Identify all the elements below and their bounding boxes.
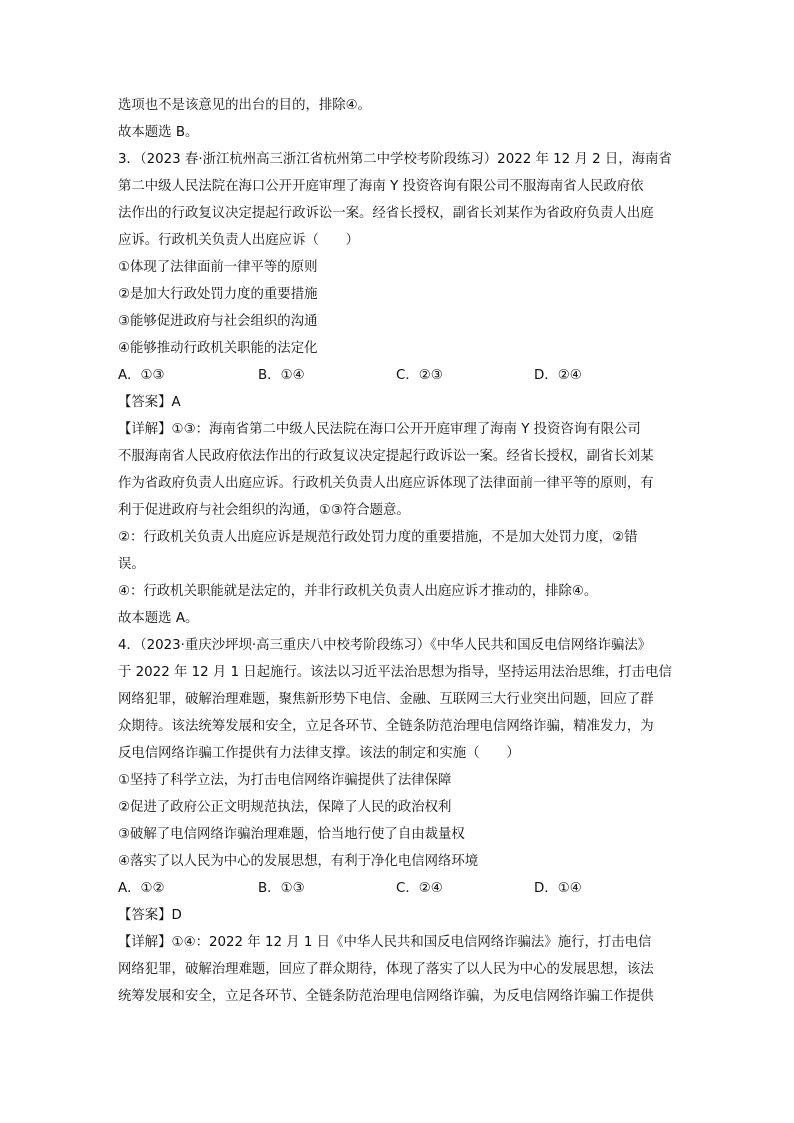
question-4-detail-line: 【详解】①④：2022 年 12 月 1 日《中华人民共和国反电信网络诈骗法》施行，打击电信 — [118, 935, 652, 950]
question-3-detail-line: 误。 — [118, 557, 145, 572]
question-3-detail-line: ④：行政机关职能就是法定的，并非行政机关负责人出庭应诉才推动的，排除④。 — [118, 584, 598, 599]
document-page — [118, 92, 678, 1010]
question-3-statement: ②是加大行政处罚力度的重要措施 — [118, 287, 318, 302]
question-3-detail-line: 作为省政府负责人出庭应诉。行政机关负责人出庭应诉体现了法律面前一律平等的原则，有 — [118, 476, 654, 491]
question-3-detail-line: ②：行政机关负责人出庭应诉是规范行政处罚力度的重要措施，不是加大处罚力度，②错 — [118, 530, 638, 545]
question-4-statement: ①坚持了科学立法，为打击电信网络诈骗提供了法律保障 — [118, 773, 452, 788]
question-4-option-b: B．①③ — [258, 881, 305, 896]
question-3-stem-line: 应诉。行政机关负责人出庭应诉（ ） — [118, 233, 360, 248]
question-3-detail-line: 不服海南省人民政府依法作出的行政复议决定提起行政诉讼一案。经省长授权，副省长刘某 — [118, 449, 654, 464]
question-4-answer: 【答案】D — [118, 908, 182, 923]
question-3-detail — [118, 416, 678, 632]
question-3-statement: ④能够推动行政机关职能的法定化 — [118, 341, 318, 356]
question-3-stem-line: 第二中级人民法院在海口公开开庭审理了海南 Y 投资咨询有限公司不服海南省人民政府依 — [118, 179, 644, 194]
question-4-stem-line: 众期待。该法统筹发展和安全，立足各环节、全链条防范治理电信网络诈骗，精准发力，为 — [118, 719, 654, 734]
question-4-detail-line: 网络犯罪，破解治理难题，回应了群众期待，体现了落实了以人民为中心的发展思想，该法 — [118, 962, 654, 977]
prev-conclusion: 故本题选 B。 — [118, 125, 199, 140]
question-3-option-a: A．①③ — [118, 368, 165, 383]
prev-explanation-line: 选项也不是该意见的出台的目的，排除④。 — [118, 98, 372, 113]
question-4-statement: ②促进了政府公正文明规范执法，保障了人民的政治权利 — [118, 800, 452, 815]
question-4-stem-line: 网络犯罪，破解治理难题，聚焦新形势下电信、金融、互联网三大行业突出问题，回应了群 — [118, 692, 654, 707]
question-3-stem — [118, 146, 678, 254]
question-3-answer: 【答案】A — [118, 395, 181, 410]
question-4-statement: ③破解了电信网络诈骗治理难题，恰当地行使了自由裁量权 — [118, 827, 465, 842]
question-3-statement: ①体现了法律面前一律平等的原则 — [118, 260, 318, 275]
question-3-detail-line: 利于促进政府与社会组织的沟通，①③符合题意。 — [118, 503, 410, 518]
question-3-stem-line: 法作出的行政复议决定提起行政诉讼一案。经省长授权，副省长刘某作为省政府负责人出庭 — [118, 206, 654, 221]
question-3-detail-line: 【详解】①③：海南省第二中级人民法院在海口公开开庭审理了海南 Y 投资咨询有限公司 — [118, 422, 641, 437]
question-4-stem-line: 于 2022 年 12 月 1 日起施行。该法以习近平法治思想为指导，坚持运用法治思维，打击电信 — [118, 665, 672, 680]
question-4-stem-line: 4．（2023·重庆沙坪坝·高三重庆八中校考阶段练习）《中华人民共和国反电信网络诈骗法》 — [118, 638, 652, 653]
question-4-stem-line: 反电信网络诈骗工作提供有力法律支撑。该法的制定和实施（ ） — [118, 746, 520, 761]
question-4-statements — [118, 767, 678, 875]
question-3-option-d: D．②④ — [534, 368, 582, 383]
question-4-options — [118, 875, 678, 902]
question-4-statement: ④落实了以人民为中心的发展思想，有利于净化电信网络环境 — [118, 854, 479, 869]
question-4-option-c: C．②④ — [396, 881, 443, 896]
question-4-option-d: D．①④ — [534, 881, 582, 896]
question-3-conclusion: 故本题选 A。 — [118, 611, 199, 626]
question-4-option-a: A．①② — [118, 881, 165, 896]
question-3-statement: ③能够促进政府与社会组织的沟通 — [118, 314, 318, 329]
question-3-statements — [118, 254, 678, 362]
question-3-option-b: B．①④ — [258, 368, 305, 383]
question-3-stem-line: 3．（2023 春·浙江杭州高三浙江省杭州第二中学校考阶段练习）2022 年 12 月 2 日，海南省 — [118, 152, 672, 167]
question-3-options — [118, 362, 678, 389]
question-4-stem — [118, 632, 678, 767]
question-4-detail-line: 统筹发展和安全，立足各环节、全链条防范治理电信网络诈骗，为反电信网络诈骗工作提供 — [118, 989, 654, 1004]
question-4-detail — [118, 929, 678, 1010]
question-3-option-c: C．②③ — [396, 368, 443, 383]
